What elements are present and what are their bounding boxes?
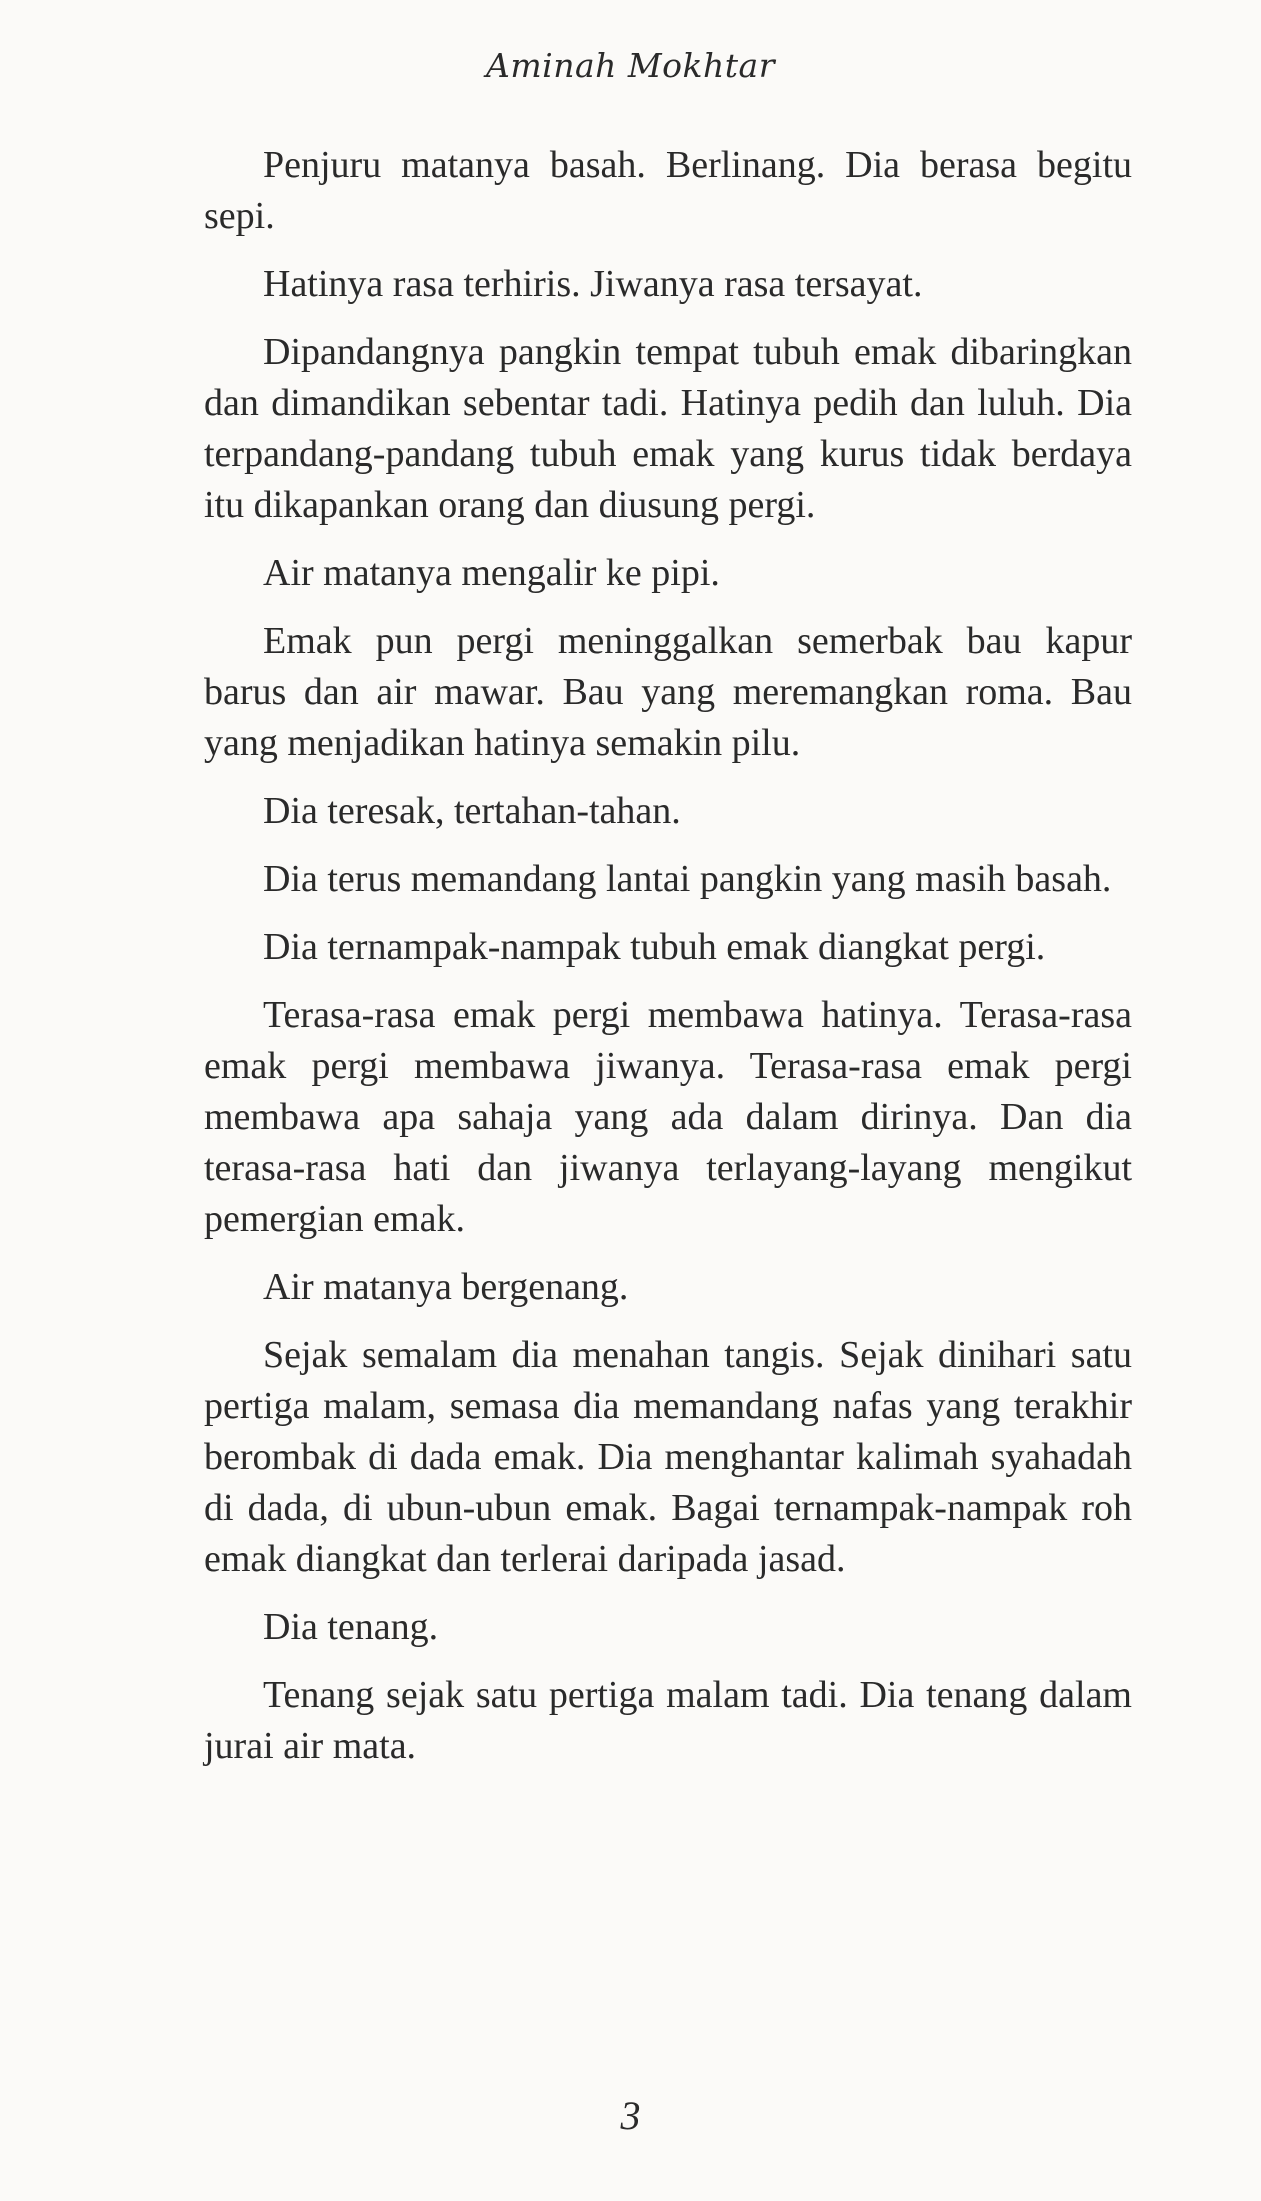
paragraph-8: Dia ternampak-nampak tubuh emak diangkat pergi. [263, 926, 1046, 968]
paragraph-13: Tenang sejak satu pertiga malam tadi. Dia tenang dalam jurai air mata. [204, 1674, 1132, 1767]
running-head: Aminah Mokhtar [486, 46, 775, 85]
paragraph-10: Air matanya bergenang. [263, 1266, 629, 1308]
paragraph-4: Air matanya mengalir ke pipi. [263, 552, 720, 594]
paragraph-1: Penjuru matanya basah. Berlinang. Dia berasa begitu sepi. [204, 144, 1132, 237]
paragraph-3: Dipandangnya pangkin tempat tubuh emak dibaringkan dan dimandikan sebentar tadi. Hatinya pedih dan luluh. Dia terpandang-pandang tubuh emak yang kurus tidak berdaya itu dikapankan orang dan diusung pergi. [204, 331, 1132, 526]
paragraph-6: Dia teresak, tertahan-tahan. [263, 790, 681, 832]
paragraph-5: Emak pun pergi meninggalkan semerbak bau kapur barus dan air mawar. Bau yang meremangkan roma. Bau yang menjadikan hatinya semakin pilu. [204, 620, 1132, 764]
page-number: 3 [620, 2093, 641, 2138]
paragraph-9: Terasa-rasa emak pergi membawa hatinya. Terasa-rasa emak pergi membawa jiwanya. Terasa-rasa emak pergi membawa apa sahaja yang ada dalam dirinya. Dan dia terasa-rasa hati dan jiwanya terlayang-layang mengikut pemergian emak. [204, 994, 1132, 1240]
body-text [204, 140, 1132, 1789]
paragraph-2: Hatinya rasa terhiris. Jiwanya rasa tersayat. [263, 263, 923, 305]
paragraph-7: Dia terus memandang lantai pangkin yang masih basah. [263, 858, 1112, 900]
paragraph-11: Sejak semalam dia menahan tangis. Sejak dinihari satu pertiga malam, semasa dia memandang nafas yang terakhir berombak di dada emak. Dia menghantar kalimah syahadah di dada, di ubun-ubun emak. Bagai ternampak-nampak roh emak diangkat dan terlerai daripada jasad. [204, 1334, 1132, 1580]
paragraph-12: Dia tenang. [263, 1606, 439, 1648]
